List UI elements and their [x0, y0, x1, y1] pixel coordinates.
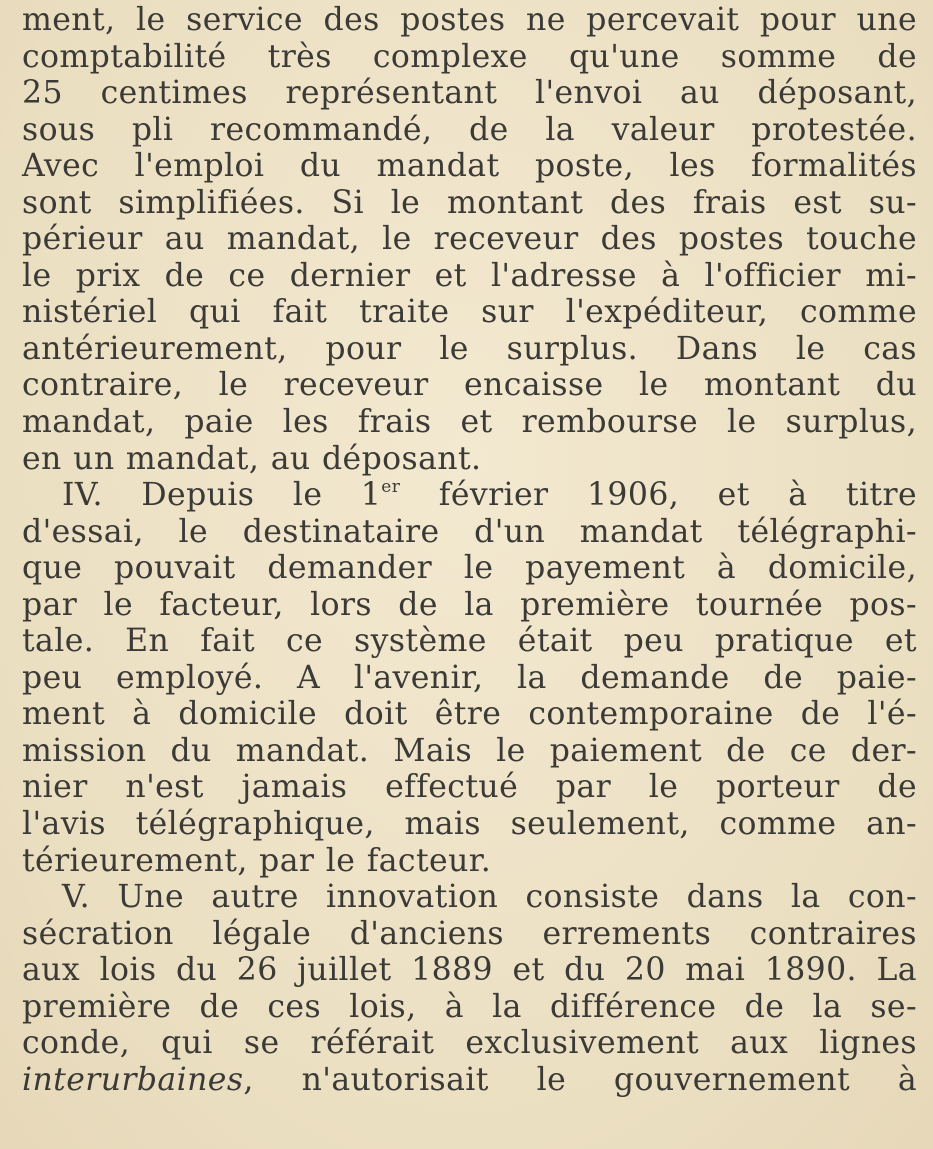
text-line: conde, qui se référait exclusivement aux lignes [22, 1025, 917, 1062]
text-line: ment à domicile doit être contemporaine de l'é- [22, 696, 917, 733]
italic-term: interurbaines [22, 1061, 244, 1098]
text-line: 25 centimes représentant l'envoi au déposant, [22, 75, 917, 112]
text-line: ment, le service des postes ne percevait pour une [22, 2, 917, 38]
text-line: aux lois du 26 juillet 1889 et du 20 mai 1890. La [22, 952, 917, 989]
text-line: térieurement, par le facteur. [22, 842, 492, 879]
text-line: sont simplifiées. Si le montant des frais est su- [22, 184, 917, 221]
text-line: nier n'est jamais effectué par le porteur de [22, 769, 917, 806]
superscript-ordinal: er [381, 477, 401, 498]
text-line: sous pli recommandé, de la valeur protestée. [22, 111, 917, 148]
text-line: le prix de ce dernier et l'adresse à l'officier mi- [22, 257, 917, 294]
text-fragment: , n'autorisait le gouvernement à [243, 1061, 917, 1098]
text-line: sécration légale d'anciens errements contraires [22, 915, 917, 952]
text-line: contraire, le receveur encaisse le montant du [22, 367, 917, 404]
text-line-first [22, 477, 917, 514]
text-line: par le facteur, lors de la première tournée pos- [22, 586, 917, 623]
text-line: périeur au mandat, le receveur des postes touche [22, 221, 917, 258]
text-line-first: V. Une autre innovation consiste dans la con- [62, 879, 917, 916]
text-line: tale. En fait ce système était peu pratique et [22, 623, 917, 660]
text-line: peu employé. A l'avenir, la demande de paie- [22, 659, 917, 696]
text-line: mission du mandat. Mais le paiement de ce der- [22, 732, 917, 769]
text-line: l'avis télégraphique, mais seulement, comme an- [22, 806, 917, 843]
paragraph-iv [22, 477, 917, 879]
paragraph-continuation [22, 2, 917, 477]
text-line: nistériel qui fait traite sur l'expéditeur, comme [22, 294, 917, 331]
text-fragment: février 1906, et à titre [400, 477, 917, 514]
text-fragment: IV. Depuis le 1 [62, 477, 382, 514]
text-line: première de ces lois, à la différence de la se- [22, 988, 917, 1025]
text-line: en un mandat, au déposant. [22, 440, 482, 477]
text-line: antérieurement, pour le surplus. Dans le cas [22, 330, 917, 367]
text-line: mandat, paie les frais et rembourse le surplus, [22, 404, 917, 441]
text-line-italic [22, 1062, 917, 1099]
text-line: que pouvait demander le payement à domicile, [22, 550, 917, 587]
text-line: d'essai, le destinataire d'un mandat télégraphi- [22, 513, 917, 550]
text-line: comptabilité très complexe qu'une somme de [22, 38, 917, 75]
paragraph-v [22, 879, 917, 1098]
text-line: Avec l'emploi du mandat poste, les formalités [22, 148, 917, 185]
